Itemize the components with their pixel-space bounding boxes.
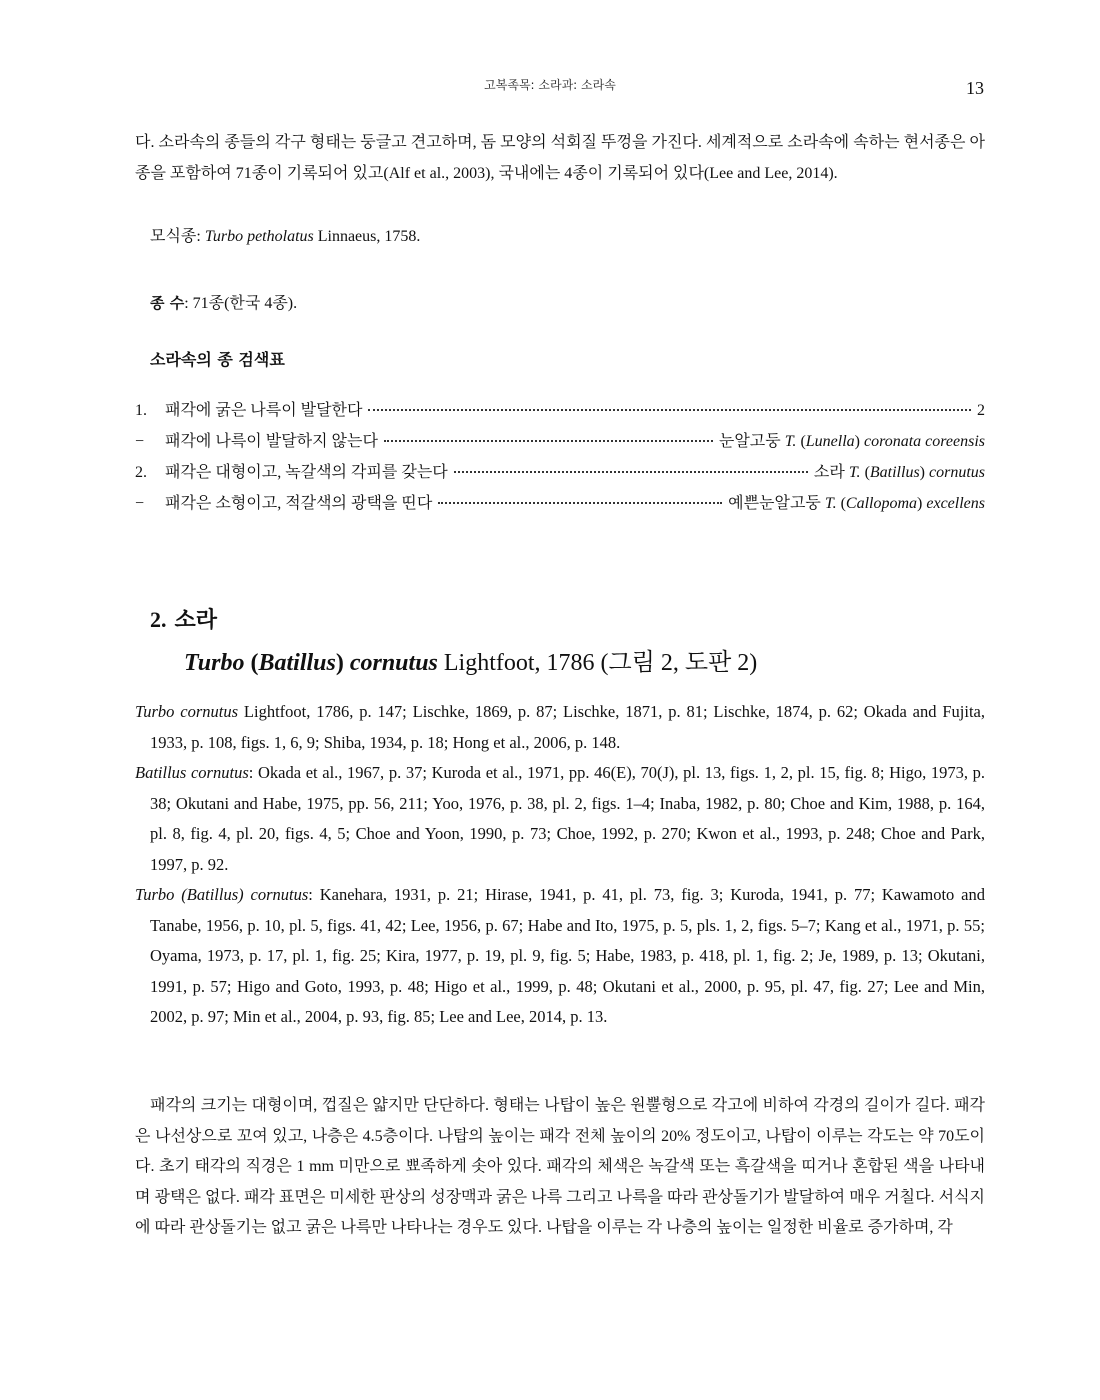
key-row	[135, 459, 985, 490]
species-author-year: Lightfoot, 1786	[443, 650, 595, 676]
key-row-result: 예쁜눈알고둥 T. (Callopoma) excellens	[728, 495, 985, 512]
synonymy-list	[135, 697, 985, 1033]
synonym-refs: : Kanehara, 1931, p. 21; Hirase, 1941, p. 41, pl. 73, fig. 3; Kuroda, 1941, p. 77; Kawamoto and Tanabe, 1956, p. 10, pl. 5, figs. 41, 42; Lee, 1956, p. 67; Habe and Ito, 1975, p. 5, pls. 1, 2, figs. 5–7; Kang et al., 1971, p. 55; Oyama, 1973, p. 17, pl. 1, fig. 25; Kira, 1977, p. 19, pl. 9, fig. 5; Habe, 1983, p. 418, pl. 1, fig. 2; Je, 1989, p. 13; Okutani, 1991, p. 57; Higo and Goto, 1993, p. 48; Higo et al., 1999, p. 48; Okutani et al., 2000, p. 95, pl. 47, fig. 27; Lee and Min, 2002, p. 97; Min et al., 2004, p. 93, fig. 85; Lee and Lee, 2014, p. 13.	[150, 885, 985, 1026]
dot-leader	[368, 409, 971, 411]
synonym-name: Batillus cornutus	[135, 763, 249, 782]
synonym-entry	[135, 697, 985, 758]
description-text: 패각의 크기는 대형이며, 껍질은 얇지만 단단하다. 형태는 나탑이 높은 원뿔형으로 각고에 비하여 각경의 길이가 길다. 패각은 나선상으로 꼬여 있고, 나층은 4.5층이다. 나탑의 높이는 패각 전체 높이의 20% 정도이고, 나탑이 이루는 각도는 약 70도이다. 초기 태각의 직경은 1 mm 미만으로 뾰족하게 솟아 있다. 패각의 체색은 녹갈색 또는 흑갈색을 띠거나 혼합된 색을 나타내며 광택은 없다. 패각 표면은 미세한 판상의 성장맥과 굵은 나륵 그리고 나륵을 따라 관상돌기가 발달하여 매우 거칠다. 서식지에 따라 관상돌기는 없고 굵은 나륵만 나타나는 경우도 있다. 나탑을 이루는 각 나층의 높이는 일정한 비율로 증가하며, 각	[135, 1097, 985, 1236]
species-heading	[150, 603, 757, 677]
key-row-result: 2	[977, 402, 985, 419]
key-row	[135, 490, 985, 521]
species-figure-ref: (그림 2, 도판 2)	[600, 650, 758, 676]
key-row-number: −	[135, 495, 145, 512]
synonym-name: Turbo (Batillus) cornutus	[135, 885, 309, 904]
species-count-line	[150, 288, 1000, 320]
key-result-genus: T.	[824, 495, 837, 512]
running-title: 고복족목: 소라과: 소라속	[484, 78, 616, 92]
key-result-korean: 소라	[813, 464, 845, 481]
key-result-genus: T.	[848, 464, 861, 481]
species-scientific-name: Turbo (Batillus) cornutus Lightfoot, 1786 (그림 2, 도판 2)	[184, 650, 758, 676]
identification-key	[135, 397, 985, 521]
key-result-species: cornutus	[929, 464, 985, 481]
key-row-result: 눈알고둥 T. (Lunella) coronata coreensis	[718, 433, 985, 450]
key-heading: 소라속의 종 검색표	[150, 350, 285, 369]
type-species-label: 모식종:	[150, 228, 201, 245]
type-species-name: Turbo petholatus	[204, 228, 314, 245]
synonym-refs: Lightfoot, 1786, p. 147; Lischke, 1869, p. 87; Lischke, 1871, p. 81; Lischke, 1874, p. 62; Okada and Fujita, 1933, p. 108, figs. 1, 6, 9; Shiba, 1934, p. 18; Hong et al., 2006, p. 148.	[150, 702, 985, 752]
description-paragraph	[135, 1091, 985, 1244]
species-number: 2.	[150, 607, 167, 632]
key-row	[135, 428, 985, 459]
type-species-author: Linnaeus, 1758.	[317, 228, 421, 245]
key-row-text: 패각은 소형이고, 적갈색의 광택을 띤다	[165, 495, 433, 512]
key-result-genus: T.	[784, 433, 797, 450]
synonym-refs: : Okada et al., 1967, p. 37; Kuroda et al., 1971, pp. 46(E), 70(J), pl. 13, figs. 1, 2, pl. 15, fig. 8; Higo, 1973, p. 38; Okutani and Habe, 1975, pp. 56, 211; Yoo, 1976, p. 38, pl. 2, figs. 1–4; Inaba, 1982, p. 80; Choe and Kim, 1988, p. 164, pl. 8, fig. 4, pl. 20, figs. 4, 5; Choe and Yoon, 1990, p. 73; Choe, 1992, p. 270; Kwon et al., 1993, p. 248; Choe and Park, 1997, p. 92.	[150, 763, 986, 874]
key-row-text: 패각에 굵은 나륵이 발달한다	[165, 402, 363, 419]
key-result-species: coronata coreensis	[863, 433, 985, 450]
species-subgenus: Batillus	[258, 650, 336, 676]
dot-leader	[454, 471, 808, 473]
dot-leader	[384, 440, 713, 442]
species-count-label: 종 수	[150, 294, 185, 312]
synonym-entry	[135, 880, 985, 1033]
dot-leader	[438, 502, 722, 504]
species-genus: Turbo	[184, 650, 245, 676]
key-row-text: 패각은 대형이고, 녹갈색의 각피를 갖는다	[165, 464, 448, 481]
type-species-line	[150, 222, 985, 253]
species-count-value: : 71종(한국 4종).	[184, 295, 298, 312]
key-result-species: excellens	[926, 495, 985, 512]
key-row-number: −	[135, 433, 145, 450]
key-row-number: 1.	[135, 402, 147, 419]
key-result-subgenus: Batillus	[869, 464, 920, 481]
key-result-korean: 눈알고둥	[718, 433, 781, 450]
synonym-name: Turbo cornutus	[135, 702, 239, 721]
key-row-result: 소라 T. (Batillus) cornutus	[813, 464, 985, 481]
key-result-korean: 예쁜눈알고둥	[728, 495, 821, 512]
synonym-entry	[135, 758, 985, 880]
intro-paragraph: 다. 소라속의 종들의 각구 형태는 둥글고 견고하며, 돔 모양의 석회질 뚜껑을 가진다. 세계적으로 소라속에 속하는 현서종은 아종을 포함하여 71종이 기록되어 있고(Alf et al., 2003), 국내에는 4종이 기록되어 있다(Lee and Lee, 2014).	[135, 134, 985, 182]
key-row-number: 2.	[135, 464, 147, 481]
key-row-text: 패각에 나륵이 발달하지 않는다	[165, 433, 378, 450]
page-number: 13	[966, 78, 984, 98]
key-row	[135, 397, 985, 428]
key-result-subgenus: Callopoma	[845, 495, 918, 512]
key-result-subgenus: Lunella	[805, 433, 855, 450]
species-epithet: cornutus	[349, 650, 438, 676]
species-korean-name: 소라	[174, 608, 218, 633]
